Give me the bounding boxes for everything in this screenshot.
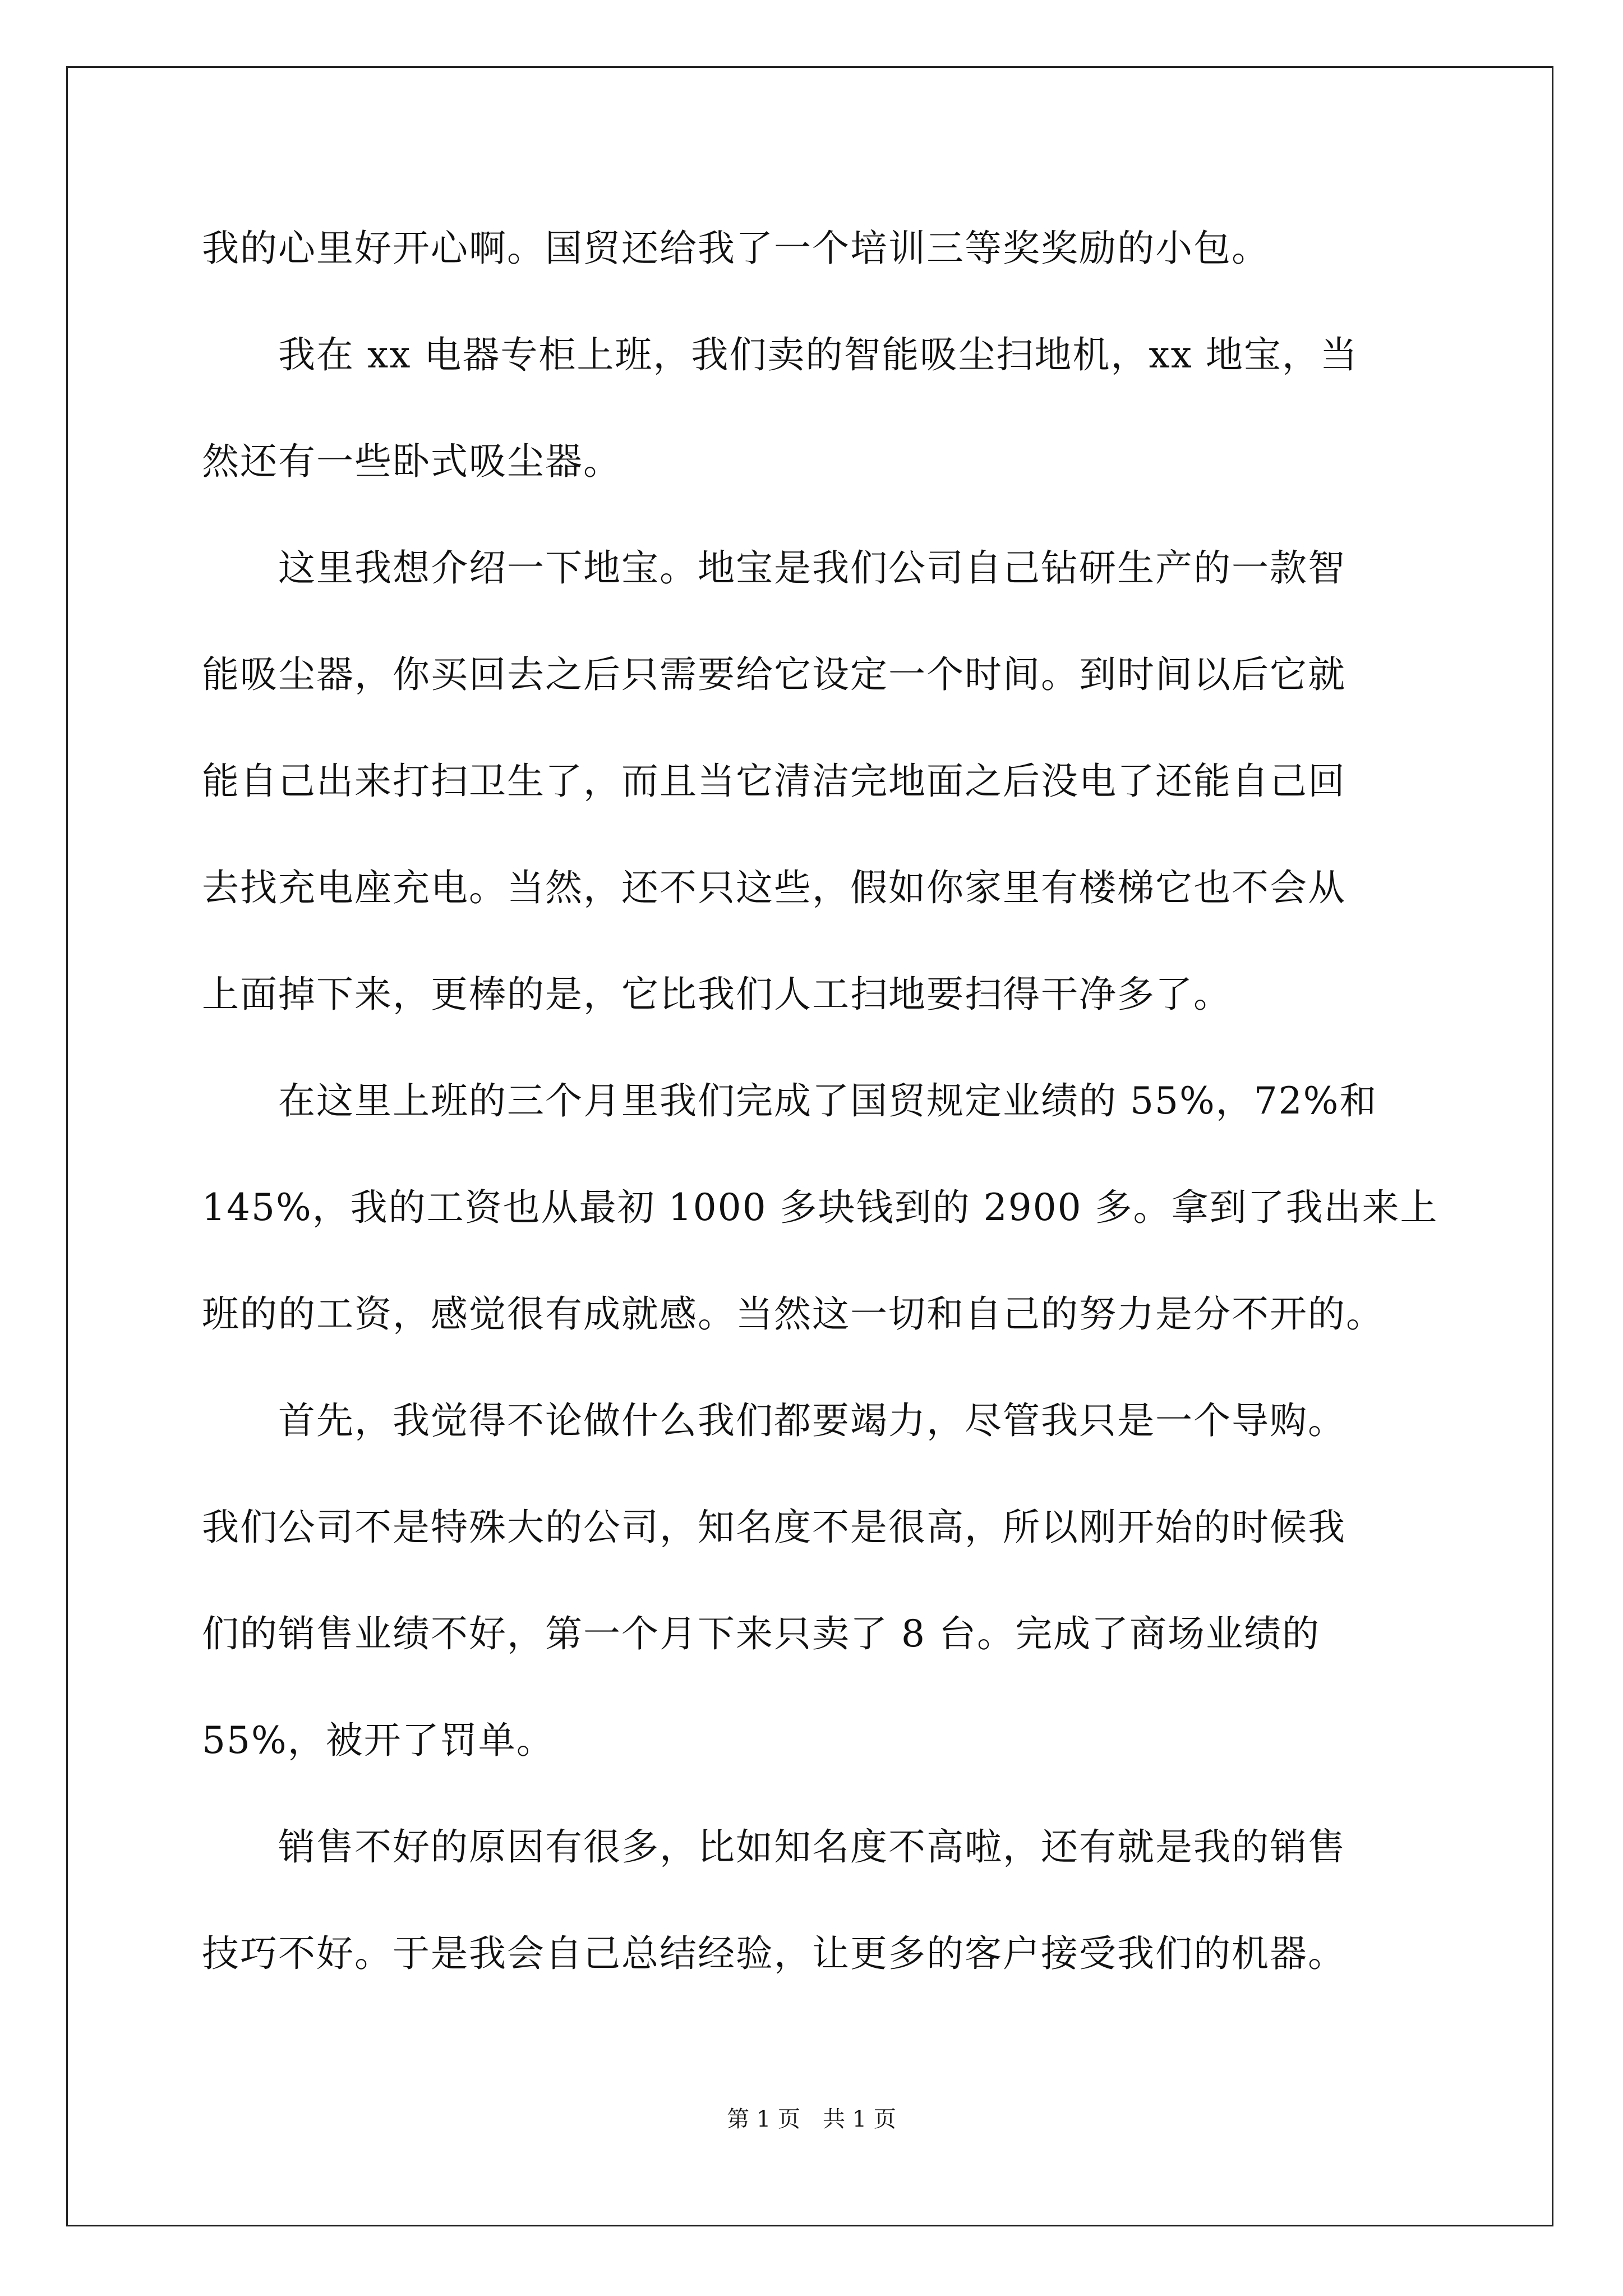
text-line-16: 销售不好的原因有很多，比如知名度不高啦，还有就是我的销售 bbox=[202, 1825, 1346, 1869]
text-line-10: 145%，我的工资也从最初 1000 多块钱到的 2900 多。拿到了我出来上 bbox=[202, 1186, 1438, 1229]
text-line-14: 们的销售业绩不好，第一个月下来只卖了 8 台。完成了商场业绩的 bbox=[202, 1612, 1320, 1655]
text-line-17: 技巧不好。于是我会自己总结经验，让更多的客户接受我们的机器。 bbox=[202, 1932, 1346, 1975]
text-line-12: 首先，我觉得不论做什么我们都要竭力，尽管我只是一个导购。 bbox=[202, 1399, 1346, 1442]
text-line-8: 上面掉下来，更棒的是，它比我们人工扫地要扫得干净多了。 bbox=[202, 973, 1232, 1016]
text-line-2: 我在 xx 电器专柜上班，我们卖的智能吸尘扫地机，xx 地宝，当 bbox=[202, 333, 1358, 376]
text-line-5: 能吸尘器，你买回去之后只需要给它设定一个时间。到时间以后它就 bbox=[202, 653, 1346, 696]
text-line-13: 我们公司不是特殊大的公司，知名度不是很高，所以刚开始的时候我 bbox=[202, 1506, 1346, 1549]
text-line-7: 去找充电座充电。当然，还不只这些，假如你家里有楼梯它也不会从 bbox=[202, 866, 1346, 909]
text-line-1: 我的心里好开心啊。国贸还给我了一个培训三等奖奖励的小包。 bbox=[202, 227, 1270, 270]
text-line-4: 这里我想介绍一下地宝。地宝是我们公司自己钻研生产的一款智 bbox=[202, 546, 1346, 590]
text-line-3: 然还有一些卧式吸尘器。 bbox=[202, 440, 621, 483]
page-footer: 第 1 页 共 1 页 bbox=[727, 2106, 896, 2132]
text-line-15: 55%，被开了罚单。 bbox=[202, 1719, 555, 1762]
text-line-6: 能自己出来打扫卫生了，而且当它清洁完地面之后没电了还能自己回 bbox=[202, 760, 1346, 803]
page-border bbox=[66, 66, 1553, 2226]
text-line-11: 班的的工资，感觉很有成就感。当然这一切和自己的努力是分不开的。 bbox=[202, 1292, 1384, 1336]
text-line-9: 在这里上班的三个月里我们完成了国贸规定业绩的 55%，72%和 bbox=[202, 1079, 1378, 1122]
